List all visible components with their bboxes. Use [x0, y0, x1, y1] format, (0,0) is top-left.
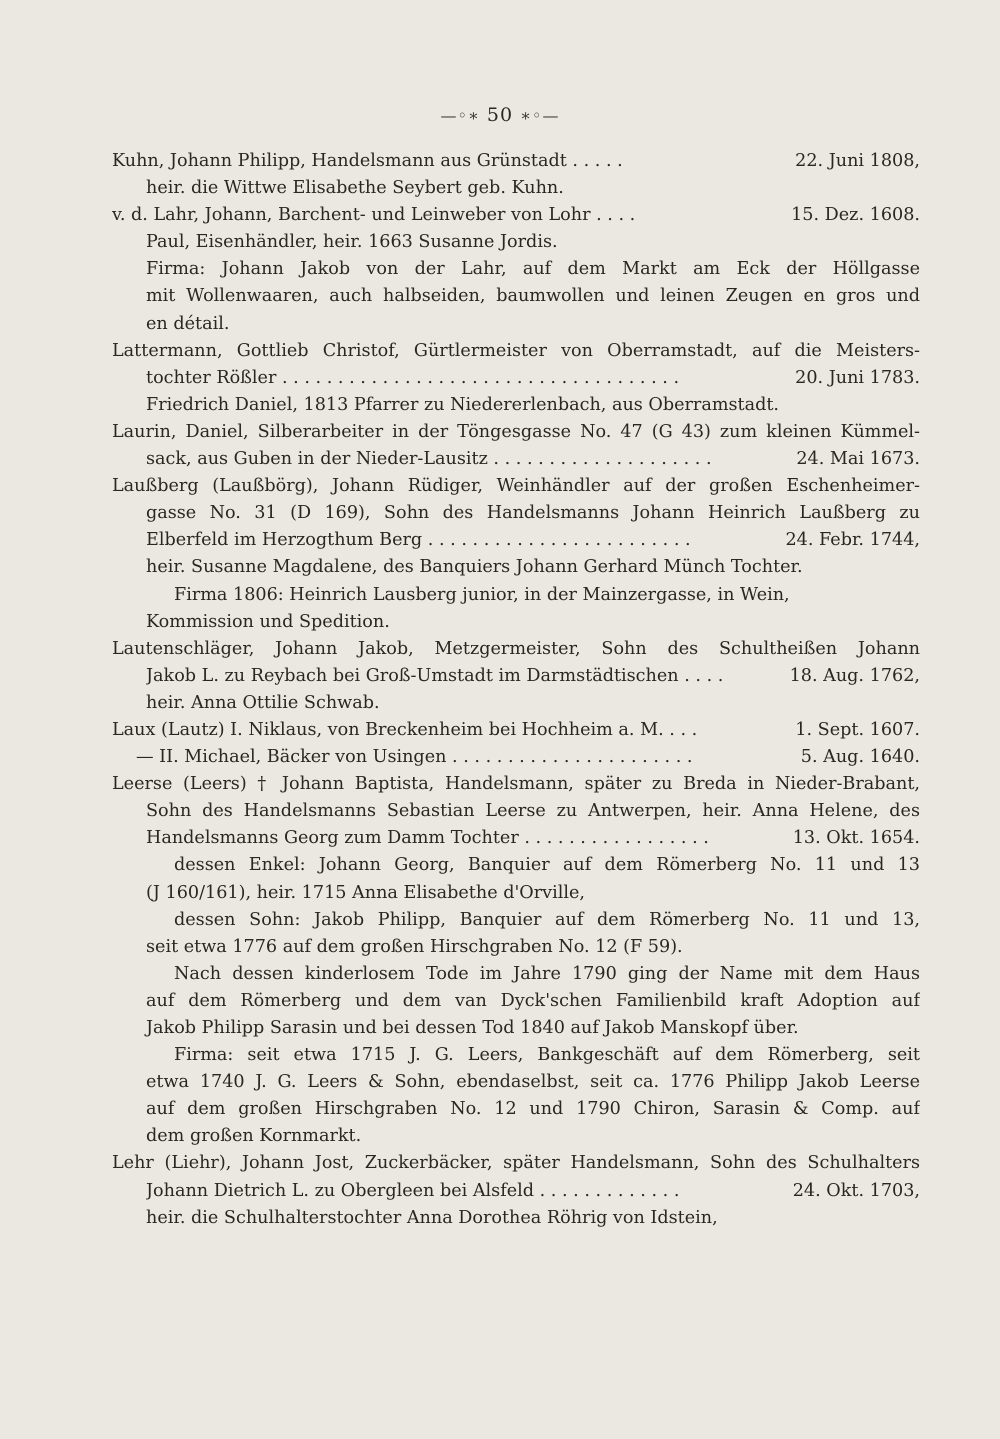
ornament-left: —◦∗	[440, 106, 480, 125]
text-line: dessen Enkel: Johann Georg, Banquier auf dem Römerberg No. 11 und 13	[174, 855, 920, 876]
text-line: Lattermann, Gottlieb Christof, Gürtlermeister von Oberramstadt, auf die Meisters-	[112, 340, 920, 361]
text-line	[112, 744, 920, 771]
entry-date: 22. Juni 1808,	[795, 151, 920, 171]
entry-text: Elberfeld im Herzogthum Berg . . . . . . . . . . . . . . . . . . . . . . . .	[146, 530, 691, 551]
text-line: (J 160/161), heir. 1715 Anna Elisabethe d'Orville,	[146, 882, 585, 903]
entry-text: v. d. Lahr, Johann, Barchent- und Leinweber von Lohr . . . .	[112, 205, 636, 226]
text-line: Firma 1806: Heinrich Lausberg junior, in der Mainzergasse, in Wein,	[174, 584, 790, 605]
text-line	[112, 202, 920, 229]
text-line: Sohn des Handelsmanns Sebastian Leerse zu Antwerpen, heir. Anna Helene, des	[146, 801, 920, 822]
text-line: etwa 1740 J. G. Leers & Sohn, ebendaselbst, seit ca. 1776 Philipp Jakob Leerse	[146, 1072, 920, 1093]
text-line: Nach dessen kinderlosem Tode im Jahre 1790 ging der Name mit dem Haus	[174, 963, 920, 984]
text-line: Paul, Eisenhändler, heir. 1663 Susanne Jordis.	[146, 232, 558, 253]
text-line: mit Wollenwaaren, auch halbseiden, baumwollen und leinen Zeugen en gros und	[146, 286, 920, 307]
entry-text: tochter Rößler . . . . . . . . . . . . . . . . . . . . . . . . . . . . . . . . . . . .	[146, 367, 680, 388]
entry-date: 20. Juni 1783.	[795, 367, 920, 388]
page-number: 50	[486, 104, 514, 126]
text-line	[112, 365, 920, 392]
text-line: Laurin, Daniel, Silberarbeiter in der Töngesgasse No. 47 (G 43) zum kleinen Kümmel-	[112, 421, 920, 442]
ornament-right: ∗◦—	[520, 106, 560, 125]
entry-text: Handelsmanns Georg zum Damm Tochter . . . . . . . . . . . . . . . . .	[146, 828, 709, 849]
entry-text: sack, aus Guben in der Nieder-Lausitz . . . . . . . . . . . . . . . . . . . .	[146, 449, 712, 470]
entry-text: Kuhn, Johann Philipp, Handelsmann aus Grünstadt . . . . .	[112, 151, 623, 171]
text-line	[112, 527, 920, 554]
entry-date: 15. Dez. 1608.	[791, 205, 920, 226]
text-line: auf dem Römerberg und dem van Dyck'schen Familienbild kraft Adoption auf	[146, 990, 920, 1011]
text-line: Leerse (Leers) † Johann Baptista, Handelsmann, später zu Breda in Nieder-Brabant,	[112, 774, 920, 795]
entry-date: 18. Aug. 1762,	[789, 665, 920, 686]
entry-date: 24. Mai 1673.	[796, 449, 920, 470]
entry-date: 5. Aug. 1640.	[800, 747, 920, 768]
text-line: Jakob Philipp Sarasin und bei dessen Tod 1840 auf Jakob Manskopf über.	[146, 1018, 799, 1038]
text-line: Laußberg (Laußbörg), Johann Rüdiger, Weinhändler auf der großen Eschenheimer-	[112, 476, 920, 497]
text-line	[112, 717, 920, 744]
text-line: Kommission und Spedition.	[146, 611, 390, 632]
text-line: Friedrich Daniel, 1813 Pfarrer zu Niedererlenbach, aus Oberramstadt.	[146, 394, 780, 415]
text-line: gasse No. 31 (D 169), Sohn des Handelsmanns Johann Heinrich Laußberg zu	[146, 503, 920, 524]
text-line: Lehr (Liehr), Johann Jost, Zuckerbäcker, später Handelsmann, Sohn des Schulhalters	[112, 1153, 920, 1174]
text-line: heir. Anna Ottilie Schwab.	[146, 692, 380, 713]
text-line: seit etwa 1776 auf dem großen Hirschgraben No. 12 (F 59).	[146, 936, 683, 957]
register-text	[112, 148, 920, 1232]
text-line	[112, 663, 920, 690]
entry-text: Johann Dietrich L. zu Obergleen bei Alsfeld . . . . . . . . . . . . .	[146, 1180, 680, 1201]
text-line: Lautenschläger, Johann Jakob, Metzgermeister, Sohn des Schultheißen Johann	[112, 638, 920, 659]
entry-date: 1. Sept. 1607.	[795, 719, 920, 740]
entry-date: 24. Okt. 1703,	[792, 1180, 920, 1201]
text-line: dessen Sohn: Jakob Philipp, Banquier auf dem Römerberg No. 11 und 13,	[174, 909, 920, 930]
text-line: dem großen Kornmarkt.	[146, 1126, 362, 1147]
text-line: Firma: seit etwa 1715 J. G. Leers, Bankgeschäft auf dem Römerberg, seit	[174, 1045, 920, 1066]
text-line	[112, 446, 920, 473]
page-header	[0, 104, 1000, 126]
text-line	[112, 1178, 920, 1205]
text-line: heir. Susanne Magdalene, des Banquiers Johann Gerhard Münch Tochter.	[146, 557, 803, 578]
text-line	[112, 148, 920, 175]
entry-text: — II. Michael, Bäcker von Usingen . . . . . . . . . . . . . . . . . . . . . .	[136, 747, 693, 768]
text-line: heir. die Schulhalterstochter Anna Dorothea Röhrig von Idstein,	[146, 1207, 718, 1228]
text-line	[112, 825, 920, 852]
text-line: en détail.	[146, 313, 230, 334]
entry-date: 24. Febr. 1744,	[785, 530, 920, 551]
text-line: Firma: Johann Jakob von der Lahr, auf dem Markt am Eck der Höllgasse	[146, 259, 920, 280]
text-line: heir. die Wittwe Elisabethe Seybert geb. Kuhn.	[146, 178, 564, 199]
text-line: auf dem großen Hirschgraben No. 12 und 1790 Chiron, Sarasin & Comp. auf	[146, 1099, 920, 1120]
entry-text: Laux (Lautz) I. Niklaus, von Breckenheim bei Hochheim a. M. . . .	[112, 719, 698, 740]
entry-text: Jakob L. zu Reybach bei Groß-Umstadt im Darmstädtischen . . . .	[146, 665, 724, 686]
entry-date: 13. Okt. 1654.	[792, 828, 920, 849]
